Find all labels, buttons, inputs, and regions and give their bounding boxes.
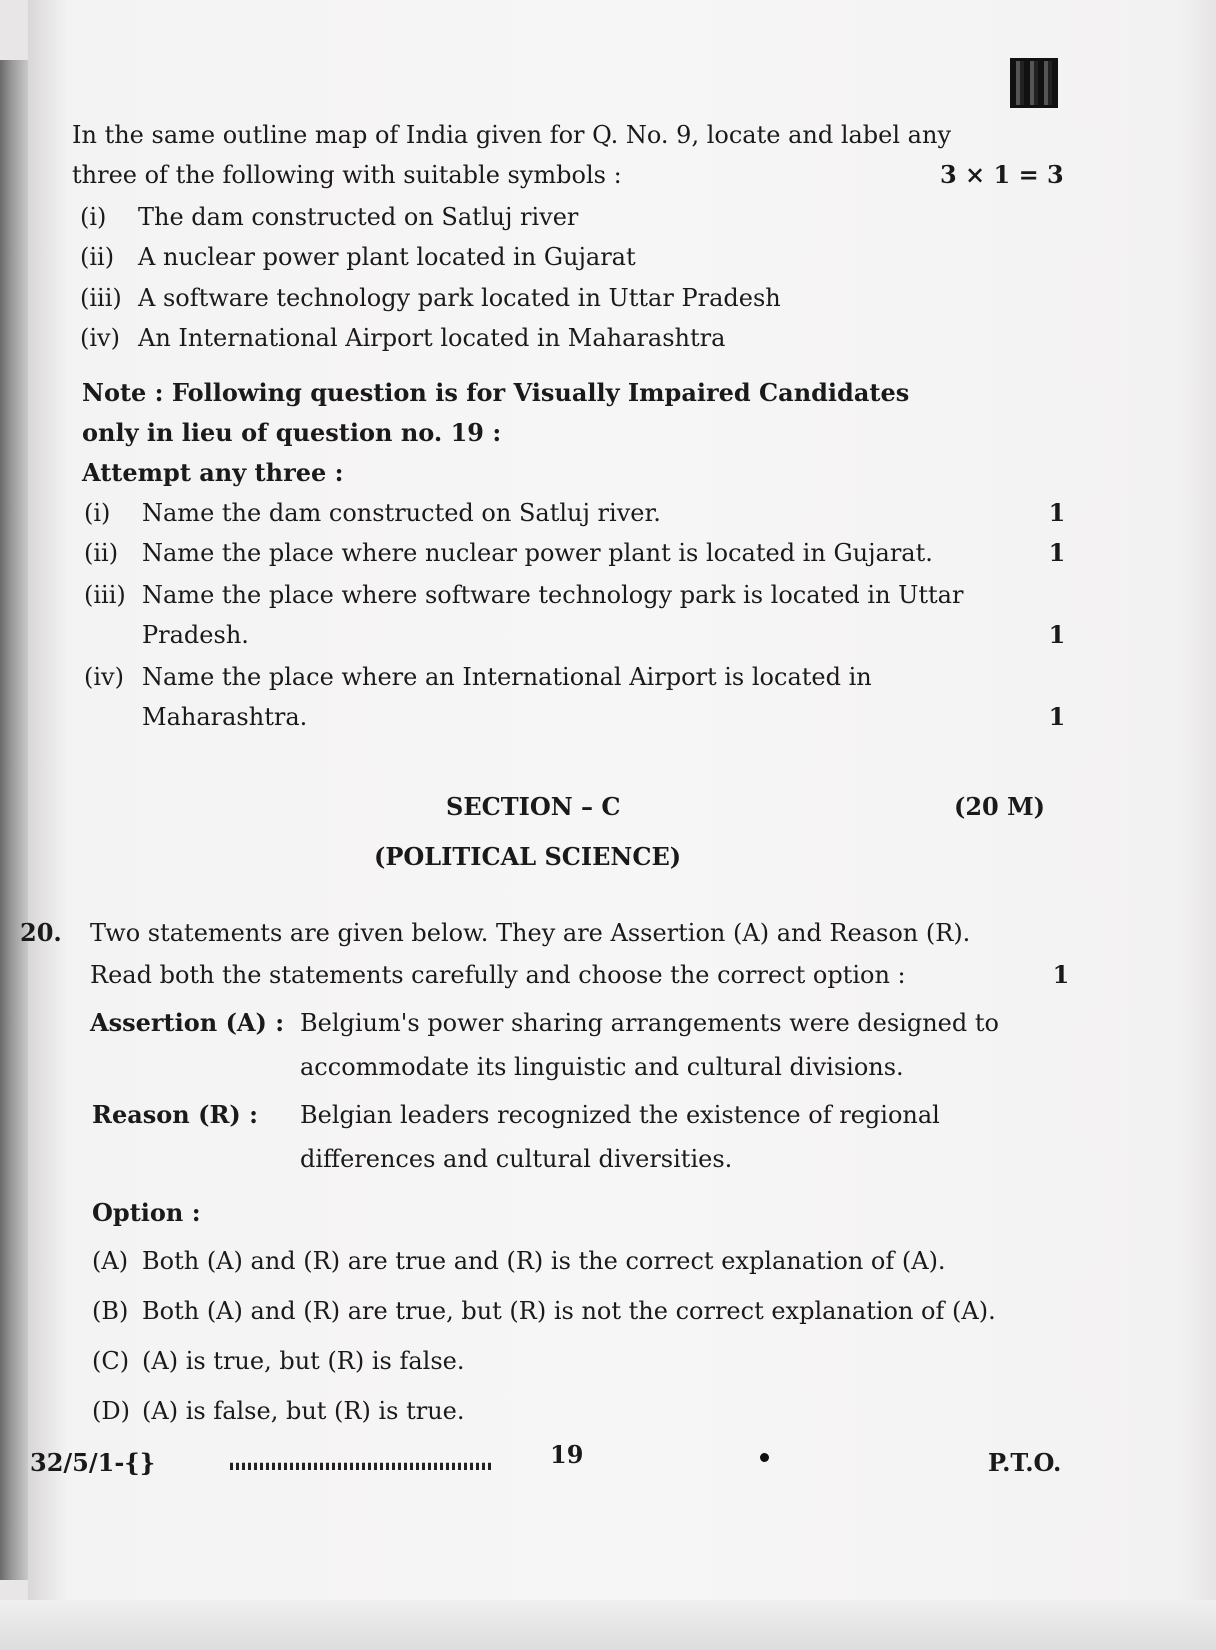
map-question-intro-line1: In the same outline map of India given for Q. No. 9, locate and label any [72, 121, 951, 149]
reason-text-line1: Belgian leaders recognized the existence of regional [300, 1101, 940, 1129]
option-label: Option : [92, 1198, 201, 1227]
option-text: Both (A) and (R) are true, but (R) is not the correct explanation of (A). [142, 1297, 996, 1325]
map-item-number: (i) [80, 203, 107, 231]
question-20-mark: 1 [1052, 960, 1070, 989]
reason-text-line2: differences and cultural diversities. [300, 1145, 733, 1173]
option-key: (D) [92, 1397, 130, 1425]
vi-item-number: (iv) [84, 663, 124, 691]
assertion-label: Assertion (A) : [90, 1008, 285, 1037]
map-item-text: A software technology park located in Uttar Pradesh [138, 284, 781, 312]
vi-item-text-continued: Maharashtra. [142, 703, 308, 731]
option-text: (A) is false, but (R) is true. [142, 1397, 465, 1425]
map-question-marks: 3 × 1 = 3 [940, 160, 1064, 189]
map-item-text: A nuclear power plant located in Gujarat [138, 243, 636, 271]
map-item-number: (iii) [80, 284, 122, 312]
map-item-text: An International Airport located in Maharashtra [138, 324, 726, 352]
assertion-text-line2: accommodate its linguistic and cultural divisions. [300, 1053, 904, 1081]
visually-impaired-note-line1: Note : Following question is for Visually Impaired Candidates [82, 378, 910, 407]
vi-item-text: Name the place where nuclear power plant is located in Gujarat. [142, 539, 933, 567]
question-number: 20. [20, 918, 62, 947]
vi-item-mark: 1 [1048, 702, 1066, 731]
option-key: (A) [92, 1247, 129, 1275]
pto-label: P.T.O. [988, 1448, 1062, 1477]
option-key: (B) [92, 1297, 129, 1325]
vi-item-text: Name the dam constructed on Satluj river. [142, 499, 661, 527]
vi-item-mark: 1 [1048, 538, 1066, 567]
assertion-text-line1: Belgium's power sharing arrangements were designed to [300, 1009, 999, 1037]
map-item-text: The dam constructed on Satluj river [138, 203, 579, 231]
section-marks: (20 M) [954, 792, 1046, 821]
vi-item-text-continued: Pradesh. [142, 621, 249, 649]
reason-label: Reason (R) : [92, 1100, 258, 1129]
vi-item-number: (ii) [84, 539, 119, 567]
page-bottom-edge [0, 1600, 1216, 1650]
paper-code: 32/5/1-{} [30, 1448, 156, 1477]
bullet-icon [760, 1453, 769, 1462]
vi-item-number: (i) [84, 499, 111, 527]
visually-impaired-note-line2: only in lieu of question no. 19 : [82, 418, 502, 447]
vi-item-text: Name the place where an International Airport is located in [142, 663, 872, 691]
option-text: (A) is true, but (R) is false. [142, 1347, 465, 1375]
qr-code-icon [1010, 58, 1058, 108]
page-left-edge [0, 60, 30, 1580]
vi-item-mark: 1 [1048, 620, 1066, 649]
section-subtitle: (POLITICAL SCIENCE) [374, 842, 682, 871]
section-title: SECTION – C [446, 792, 621, 821]
vi-item-number: (iii) [84, 581, 126, 609]
vi-item-text: Name the place where software technology park is located in Uttar [142, 581, 964, 609]
attempt-instruction: Attempt any three : [82, 458, 344, 487]
option-text: Both (A) and (R) are true and (R) is the correct explanation of (A). [142, 1247, 946, 1275]
map-question-intro-line2: three of the following with suitable symbols : [72, 161, 622, 189]
vi-item-mark: 1 [1048, 498, 1066, 527]
map-item-number: (iv) [80, 324, 120, 352]
question-20-line1: Two statements are given below. They are Assertion (A) and Reason (R). [90, 919, 971, 947]
question-20-line2: Read both the statements carefully and choose the correct option : [90, 961, 906, 989]
option-key: (C) [92, 1347, 130, 1375]
map-item-number: (ii) [80, 243, 115, 271]
page-number: 19 [550, 1440, 584, 1469]
